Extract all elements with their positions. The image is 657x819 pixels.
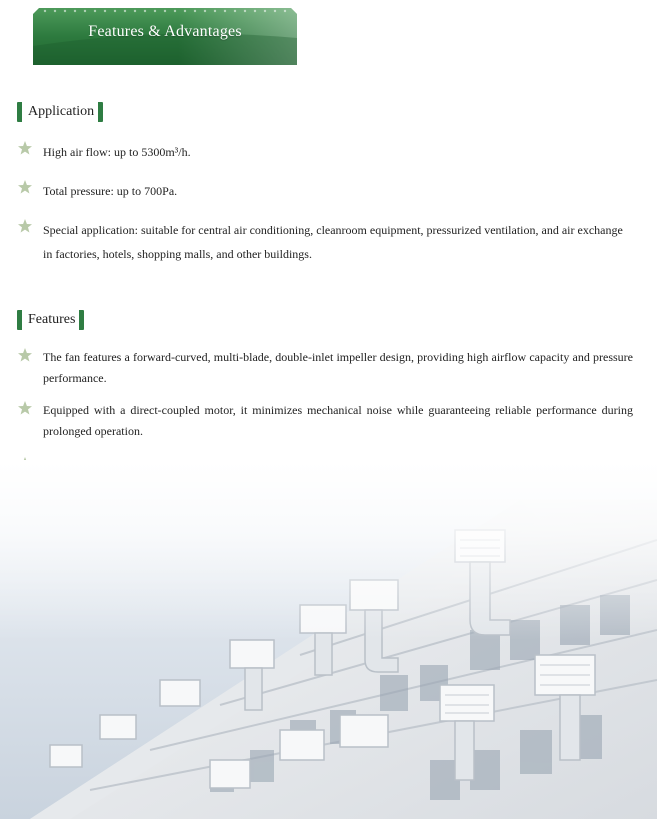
star-bullet-icon — [17, 218, 33, 234]
feature-item-text: The fan features a forward-curved, multi-blade, double-inlet impeller design, providing high airflow capacity and pressure performance. — [43, 350, 633, 385]
star-bullet-icon — [17, 140, 33, 156]
heading-bracket-right — [98, 102, 103, 122]
application-heading — [17, 101, 103, 123]
features-heading-label: Features — [28, 312, 76, 327]
features-advantages-banner — [33, 8, 297, 65]
heading-bracket-right — [79, 310, 84, 330]
building-illustration — [0, 460, 657, 819]
feature-item-text: Equipped with a direct-coupled motor, it minimizes mechanical noise while guaranteeing reliable performance during prolonged operation. — [43, 403, 633, 438]
application-item — [17, 179, 635, 203]
application-heading-label: Application — [28, 104, 95, 119]
application-item-text: Total pressure: up to 700Pa. — [43, 184, 178, 198]
banner-title: Features & Advantages — [88, 23, 242, 40]
application-item-text: High air flow: up to 5300m³/h. — [43, 145, 191, 159]
feature-item — [17, 400, 635, 442]
star-bullet-icon — [17, 347, 33, 363]
features-heading — [17, 309, 84, 331]
star-bullet-icon — [17, 179, 33, 195]
application-item-text: Special application: suitable for central air conditioning, cleanroom equipment, pressurized ventilation, and air exchange in factories, hotels, shopping malls, and other buildings. — [43, 223, 623, 261]
application-item — [17, 218, 635, 266]
feature-item — [17, 347, 635, 389]
application-item — [17, 140, 635, 164]
star-bullet-icon — [17, 400, 33, 416]
